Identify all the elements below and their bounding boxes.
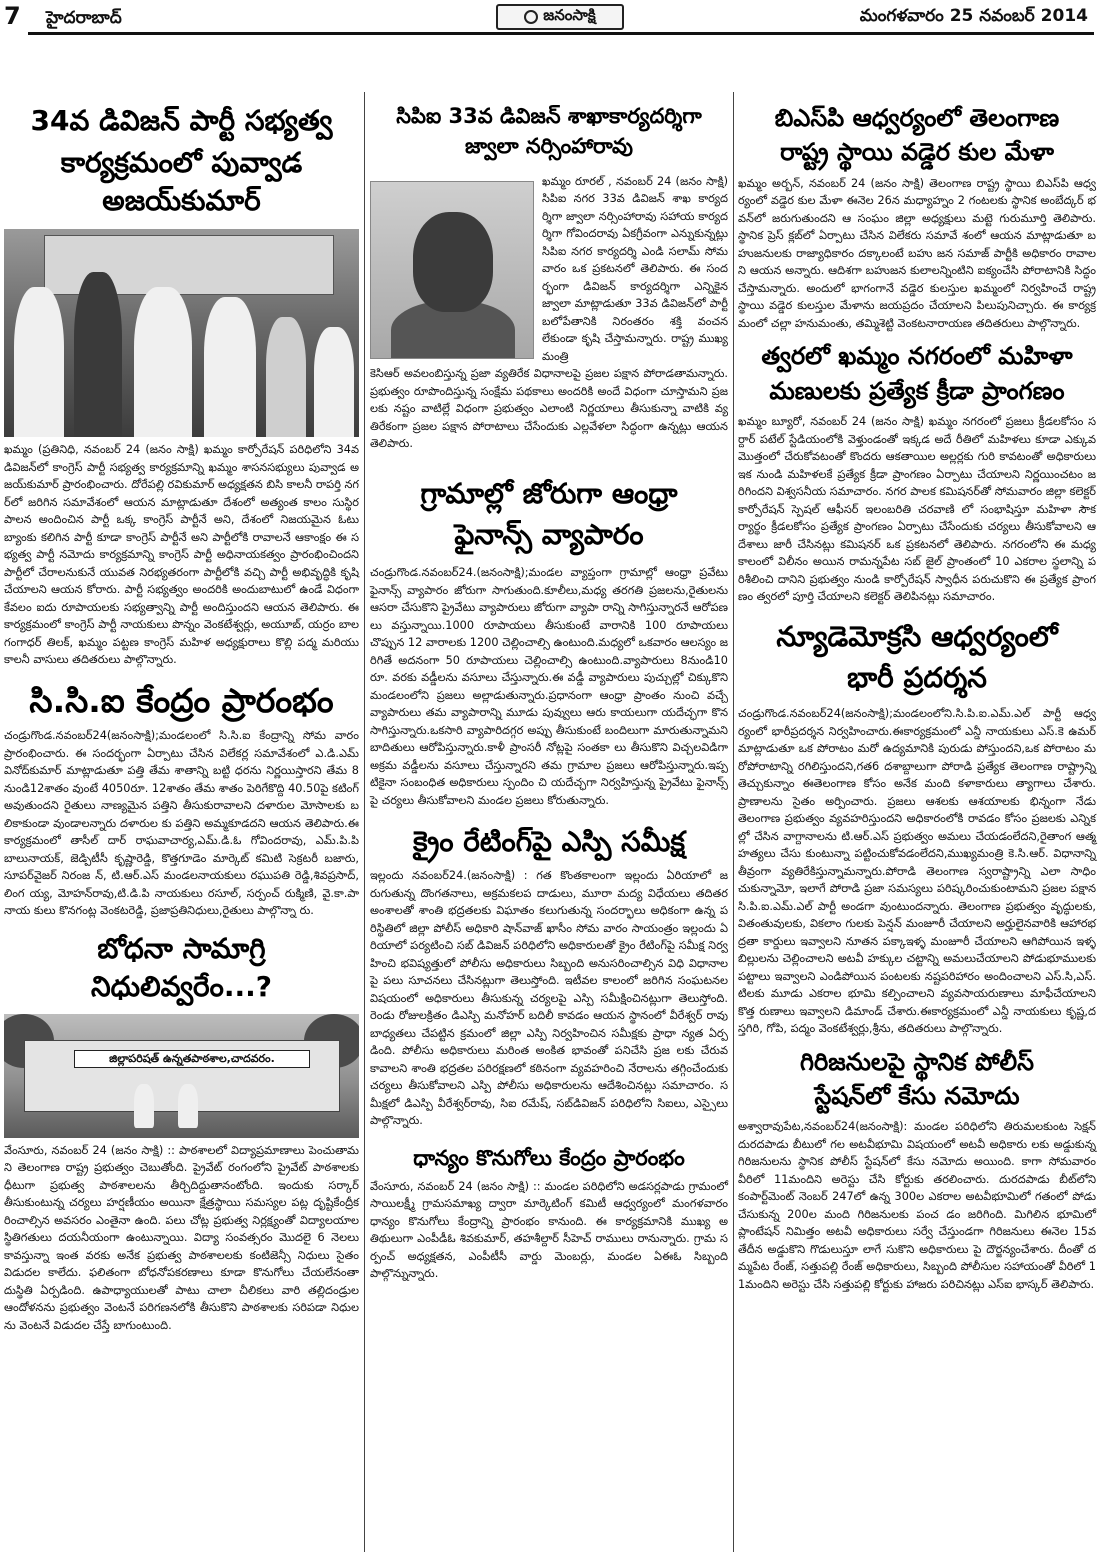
article-newdemocracy-rally [738, 618, 1096, 1038]
event-photo [4, 229, 359, 437]
person-figure [134, 287, 192, 437]
article-headline: త్వరలో ఖమ్మం నగరంలో మహిళా [761, 342, 1073, 371]
article-headline: సి.సి.ఐ కేంద్రం ప్రారంభం [29, 680, 334, 720]
article-headline: రాష్ట్ర స్థాయి వడ్డెర కుల మేళా [780, 138, 1054, 167]
right-column [738, 92, 1096, 1556]
issue-date: మంగళవారం 25 నవంబర్ 2014 [859, 6, 1088, 26]
article-headline: సిపిఐ 33వ డివిజన్ శాఖాకార్యదర్శిగా [396, 104, 702, 128]
logo-text: జనంసాక్షి [543, 6, 596, 24]
school-signboard: జిల్లాపరిషత్ ఉన్నతపాఠశాల,చాదవరం. [74, 1050, 310, 1068]
article-headline: మణులకు ప్రత్యేక క్రీడా ప్రాంగణం [769, 376, 1065, 405]
article-body: ఖమ్మం అర్బన్, నవంబర్ 24 (జనం సాక్షి) తెలంగాణ రాష్ట్ర స్థాయి బిఎస్‌పి ఆధ్వర్యంలో వడ్డెర కుల మేళా ఈనెల 26న మధ్యాహ్నం 2 గంటలకు స్థానిక అంబేద్కర్ భవన్‌లో జరుగుతుందని ఆ సంఘం జిల్లా అధ్యక్షులు మట్టె గురుమూర్తి తెలిపారు. స్థానిక ప్రెస్ క్లబ్‌లో ఏర్పాటు చేసిన విలేకరు సమావే శంలో ఆయన మాట్లాడుతూ బహుజనులకు రాజ్యాధికారం దక్కాలంటే బహు జన సమాజ్ పార్టీకి అధికారం రావాలని ఆయన అన్నారు. ఆదిశగా బహుజన కులాలన్నింటిని ఐక్యంచేసి పోరాటానికి సిద్ధం చేస్తామన్నారు. అందులో భాగంగానే వడ్డెర కులస్తుల ఖమ్మంలో నిర్వహించే రాష్ట్రస్థాయి వడ్డెర కులస్తుల మేళాను జయప్రదం చేయాలని పిలుపునిచ్చారు. ఈ కార్యక్రమంలో చల్లా హనుమంతు, తమ్మిశెట్టి వెంకటనారాయణ తదితరులు పాల్గొన్నారు. [738, 176, 1096, 330]
column-divider [733, 92, 734, 1552]
article-body: ఇల్లందు నవంబర్24.(జనంసాక్షి) : గత కొంతకాలంగా ఇల్లందు ఏరియాలో జరుగుతున్న దొంగతనాలు, అక్రమకలప దాడులు, మూరా మద్య విధేయలు తదితర అంశాలతో శాంతి భద్రతలకు విఘాతం కలుగుతున్న సందర్భాలు అధికంగా ఉన్న పరిస్థితిలో జిల్లా పోలీస్ అధికారి షాన్‌వాజ్ ఖాసీం సోమ వారం సాయంత్రం ఇల్లందు ఏరియాలో పర్యటించి సబ్ డివిజన్ పరిధిలోని అధికారులతో క్రైం రేటింగ్‌పై సమీక్ష నిర్వహించి భవిష్యత్తులో పోలీసు అధికారులు సిబ్బంది అనుసరించాల్సిన విధి విధానాలపై పలు సూచనలు చేసినట్లుగా తెలుస్తోంది. ఇటీవల కాలంలో జరిగిన సంఘటనల విషయంలో అధికారులు తీసుకున్న చర్యలపై ఎస్పి సమీక్షించినట్లుగా తెలుస్తోంది. రెండు రోజులక్రితం డిఎస్పి మనోహర్ బదిలీ కావడం ఆయన స్థానంలో వీరేశ్వర్ రావు బాధ్యతలు చేపట్టిన క్రమంలో జిల్లా ఎస్పి నిర్వహించిన సమీక్షకు ప్రాధా న్యత ఏర్పడింది. పోలీసు అధికారులు మరింత అంకిత భావంతో పనిచేసి ప్రజ లకు చేరువ కావాలని శాంతి భద్రతల పరిరక్షణలో కఠినంగా వ్యవహరించి నేరాలను తగ్గించేందుకు చర్యలు తీసుకోవాలని ఎస్పి పోలీసు అధికారులను ఆదేశించినట్లు సమాచారం. సమీక్షలో డిఎస్పి వీరేశ్వర్‌రావు, సిఐ రమేష్, సబ్‌డివిజన్ పరిధిలోని సిఐలు, ఎస్సైలు పాల్గొన్నారు. [370, 869, 728, 1128]
article-headline: భారీ ప్రదర్శన [847, 661, 987, 695]
article-headline: స్టేషన్‌లో కేసు నమోదు [814, 1082, 1020, 1111]
article-body: ఖమ్మం రూరల్ , నవంబర్ 24 (జనం సాక్షి) సిపిఐ నగర 33వ డివిజన్ శాఖ కార్యదర్శిగా జ్వాలా నర్సింహారావు సహాయ కార్యదర్శిగా గోవిందరావు ఏకగ్రీవంగా ఎన్నుకున్నట్లు సిపిఐ నగర కార్యదర్శి ఎండి సలామ్ సోమవారం ఒక ప్రకటనలో తెలిపారు. ఈ సందర్భంగా డివిజన్ కార్యదర్శిగా ఎన్నికైన జ్వాలా మాట్లాడుతూ 33వ డివిజన్‌లో పార్టీ బలోపేతానికి నిరంతరం శక్తి వంచన లేకుండా కృషి చేస్తామన్నారు. రాష్ట్ర ముఖ్యమంత్రి [542, 174, 728, 363]
article-women-sports [738, 340, 1096, 605]
article-headline: క్రైం రేటింగ్‌పై ఎస్పి సమీక్ష [412, 825, 686, 859]
article-body: చండ్రుగొండ.నవంబర్24(జనంసాక్షి);మండలంలోని.సి.పి.ఐ.ఎమ్.ఎల్ పార్టీ ఆధ్వర్యంలో భారీప్రదర్శన నిర్వహించారు.ఈకార్యక్రమంలో ఎన్డీ నాయకులు ఎస్.కె ఉమర్ మాట్లాడుతూ ఒక పోరాటం మరో ఉద్యమానికి పురుడు పోస్తుందని,ఒక పోరాటం మరోపోరాటాన్ని రగిలిస్తుందని,గత6 దశాబ్దాలుగా పోరాడి ప్రత్యేక తెలంగాణ రాష్ట్రాన్ని తెచ్చుకున్నాం ఈతెలంగాణ కోసం అనేక మంది కళాకారులు త్యాగాలు చేశారు.ప్రాణాలను సైతం అర్పించారు. ప్రజలు ఆశలకు ఆశయాలకు భిన్నంగా నేడు తెలంగాణ ప్రభుత్వం వ్యవహరిస్తుందని అధికారంలోకి రావడం కోసం ప్రజలకు ఎన్నికల్లో చేసిన వాగ్దానాలను టి.ఆర్.ఎస్ ప్రభుత్వం అమలు చేయడంలేదని,రైతాంగ ఆత్మహత్యలు చేసు కుంటున్నా పట్టించుకోవడంలేదని,ముఖ్యమంత్రి కె.సి.ఆర్. విధానాన్ని తీవ్రంగా వ్యతిరేకిస్తున్నామన్నారు.పోరాడి తెలంగాణ స్వరాష్ట్రాన్ని ఎలా సాధిం చుకున్నామో, ఇలాగే పోరాడి ప్రజా సమస్యలు పరిష్కరించుకుంటామని ప్రజల పక్షాన సి.పి.ఐ.ఎమ్.ఎల్ పార్టీ అండగా వుంటుందన్నారు. తెలంగాణ ప్రభుత్వం వృద్ధులకు, వితంతువులకు, వికలాం గులకు పెన్షన్ మంజూరీ చేయాలని అర్హులైనవారికి ఆహారభద్రతా కార్డులు ఇవ్వాలని నూతన పక్కాఇళ్ళ మంజూరీ చేయాలని ఆగిపోయిన ఇళ్ళబిల్లులను చెల్లించాలని అటవీ హక్కుల చట్టాన్ని అమలుచేయాలని పోడుభూములకు పట్టాలు ఇవ్వాలని ఎండిపోయిన పంటలకు నష్టపరిహారం అందించాలని ఎస్.సి,ఎస్.టిలకు మూడు ఎకరాల భూమి కల్పించాలని వ్యవసాయరుణాలు మాఫీచేయాలని కొత్త రుణాలు ఇవ్వాలని డిమాండ్ చేశారు.ఈకార్యక్రమంలో ఎన్డీ నాయకులు కృష్ణ,దస్తగిరి, గోపి, పద్మం వెంకటేశ్వర్లు,శ్రీను, తదితరులు పాల్గొన్నారు. [738, 707, 1096, 1036]
article-andhra-finance [370, 475, 728, 810]
statue-figure [178, 1084, 198, 1128]
statue-figure [134, 1084, 154, 1128]
article-headline: న్యూడెమోక్రసి ఆధ్వర్యంలో [776, 619, 1058, 653]
article-headline: బోధనా సామాగ్రి నిధులివ్వరేం...? [90, 931, 272, 1003]
article-cci-centre [4, 679, 359, 920]
page-number: 7 [4, 2, 21, 30]
article-sp-review [370, 823, 728, 1129]
portrait-face [413, 212, 493, 312]
article-body: కెసిఆర్ అవలంబిస్తున్న ప్రజా వ్యతిరేక విధానాలపై ప్రజల పక్షాన పోరాడతామన్నారు. ప్రభుత్వం రూపొందిస్తున్న సంక్షేమ పథకాలు అందరికి అందే విధంగా చూస్తామని ప్రజలకు నష్టం వాటిల్లే విధంగా ప్రభుత్వం ఎలాంటి నిర్ణయాలు తీసుకున్నా వాటికి వ్యతిరేకంగా ప్రజల పక్షాన పోరాటాలు చేసేందుకు ఎల్లవేళలా సిద్ధంగా ఉన్నట్లు ఆయన తెలిపారు. [370, 367, 728, 451]
article-headline: ధాన్యం కొనుగోలు కేంద్రం ప్రారంభం [413, 1145, 685, 1170]
article-body: ఖమ్మం బ్యూరో, నవంబర్ 24 (జనం సాక్షి) ఖమ్మం నగరంలో ప్రజలు క్రీడలకోసం సర్దార్ పటేల్ స్టేడియంలోకి వెళ్తుండంతో ఇక్కడ అదే రీతిలో మహిళలు కూడా ఎక్కువ మొత్తంలో చేరుకోవటంతో కొందరు ఆకతాయిల అల్లర్లకు గురి కావటంతో అధికారులు ఇక నుండి మహిళలకే ప్రత్యేక క్రీడా ప్రాంగణం ఏర్పాటు చేయాలని నిర్ణయించటం జరిగిందని విశ్వసనీయ సమాచారం. నగర పాలక కమిషనర్‌తో సోమవారం జిల్లా కలెక్టర్ కార్పోరేషన్ స్పెషల్ ఆఫీసర్ ఇలంబరితి చరవాణి లో సంభాషిస్తూ మహిళా సౌకర్యార్థం క్రీడలకోసం ప్రత్యేక ప్రాంగణం ఏర్పాటు చేసేందుకు చర్యలు తీసుకోవాలని ఆదేశాలు జారీ చేసినట్లు కమిషనర్ ఒక ప్రకటనలో తెలిపారు. నగరంలోని ఈ మధ్యకాలంలో విలీనం అయిన రామన్నపేట సబ్ జైల్ ప్రాంతంలో 10 ఎకరాల స్థలాన్ని పరిశీలించి దానిని ప్రభుత్వం నుండి కార్పోరేషన్ స్వాధీన పరుచుకొని ఈ ప్రత్యేక ప్రాంగణం త్వరలో పూర్తి చేయాలని కలెక్టర్ తెలిపినట్లు సమాచారం. [738, 415, 1096, 604]
article-body: చండ్రుగొండ.నవంబర్24(జనంసాక్షి);మండలంలో సి.సి.ఐ కేంద్రాన్ని సోమ వారం ప్రారంభించారు. ఈ సందర్భంగా ఏర్పాటు చేసిన విలేకర్ల సమావేశంలో ఎ.డి.ఎమ్ వినోద్‌కుమార్ మాట్లాడుతూ పత్తి తేమ శాతాన్ని బట్టి ధరను నిర్ణయిస్తారని తేమ 8నుండి12శాతం వుంటే 4050రూ. 12శాతం తేమ శాతం పెరిగేకొద్ది 40.50పై కటింగ్ అవుతుందని రైతులు నాణ్యమైన పత్తిని తీసుకురావాలని దళారుల మోసాలకు బలికాకుండా వుండాలన్నారు దళారుల కు పత్తిని అమ్మకూడదని ఆయన తెలిపారు.ఈకార్యక్రమంలో తాసీల్ దార్ రాఘవాచార్య,ఎమ్.డి.ఓ గోవిందరావు, ఎమ్.పి.పి బాలునాయక్, జెడ్పిటీసీ కృష్ణారెడ్డి, కొత్తగూడెం మార్కెట్ కమిటి సెక్రటరీ బజారు, సూపర్‌వైజర్ నిరంజ న్, టి.ఆర్.ఎస్ మండలనాయకులు రఘుపతి రెడ్డి,శివప్రసాద్, లింగ య్య, మోహన్‌రావు,టి.డి.పి నాయకులు రసూల్, సర్పంచ్ రుక్మిణి, వై.కా.పా నాయ కులు కొనగంట్ల వెంకటరెడ్డి, ప్రజాప్రతినిధులు,రైతులు పాల్గొన్నా రు. [4, 729, 359, 918]
article-ajaykumar [4, 102, 359, 669]
article-headline: ఫైనాన్స్ వ్యాపారం [454, 518, 644, 552]
person-figure [74, 272, 122, 437]
person-figure [266, 317, 306, 437]
article-headline: 34వ డివిజన్ పార్టీ సభ్యత్వ [30, 104, 333, 137]
left-column [4, 92, 359, 1556]
article-body: అశ్వారావుపేట,నవంబర్24(జనంసాక్షి): మండల పరిధిలోని తిరుమలకుంట సెక్షన్ దురదపాడు బీటులో గల అటవీభూమి విషయంలో అటవీ అధికారు లకు అడ్డుకున్న గిరిజనులను స్థానిక పోలీస్ స్టేషన్‌లో కేసు నమోదు అయింది. కాగా సోమవారం వీరిలో 11మందిని అరెస్టు చేసి కోర్టుకు తరలించారు. దురదపాడు బీట్‌లోని కంపార్ట్‌మెంట్ నెంబర్ 247లో ఉన్న 300ల ఎకరాల అటవీభూమిలో గతంలో పోడు చేసుకున్న 200ల మంది గిరిజనులకు పంచ డం జరిగింది. మిగిలిన భూమిలో ప్లాంటేషన్ నిమిత్తం అటవీ అధికారులు సర్వే చేస్తుండగా గిరిజనులు ఈనెల 15వ తేదీన అడ్డుకొని గొడులుస్తూ లాగే సుకొని అధికారులు పై దౌర్జన్యంచేశారు. దీంతో దమ్మపేట రేంజ్, సత్తుపల్లి రేంజ్ అధికారులు, సిబ్బంది పోలీసుల సహాయంతో వీరిలో 11మందిని అరెస్టు చేసి సత్తుపల్లి కోర్టుకు హాజరు పరిచినట్లు ఎస్ఐ భాస్కర్ తెలిపారు. [738, 1120, 1096, 1291]
article-headline: జ్వాలా నర్సింహారావు [464, 134, 633, 159]
middle-column [370, 92, 728, 1556]
article-body: వేంసూరు, నవంబర్ 24 (జనం సాక్షి) :: పాఠశాలలో విద్యాప్రమాణాలు పెంచుతామని తెలంగాణ రాష్ట్ర ప్రభుత్వం చెబుతోంది. ప్రైవేట్ రంగంలోని ప్రైవేట్ పాఠశాలకు ధీటుగా ప్రభుత్వ పాఠశాలలను తీర్చిదిద్దుతానంటోంది. ఇందుకు సర్కార్ తీసుకుంటున్న చర్యలు హర్షణీయం అయినా క్షేత్రస్థాయి సమస్యల పట్ల దృష్టికేంద్రీకరించాల్సిన అవసరం ఎంతైనా ఉంది. పలు చోట్ల ప్రభుత్వ నిర్లక్ష్యంతో విద్యాలయాల స్థితిగతులు దయనీయంగా ఉంటున్నాయి. విద్యా సంవత్సరం మొదలై 6 నెలలు కావస్తున్నా ఇంత వరకు అనేక ప్రభుత్వ పాఠశాలలకు కంటిజెన్సీ నిధులు సైతం విడుదల కాలేదు. ఫలితంగా బోధనోపకరణాలు కూడా కొనుగోలు చేయలేనంతా దుస్థితి ఏర్పడింది. ఉపాధ్యాయులతో పాటు చాలా చీలికలు వారి తల్లిదండ్రుల ఆందోళనను ప్రభుత్వం వెంటనే పరిగణనలోకి తీసుకొని పాఠశాలకు సరిపడా నిధులను వెంటనే విడుదల చేస్తే బాగుంటుంది. [4, 1143, 359, 1332]
article-cpi-secretary [370, 102, 728, 453]
person-figure [314, 327, 354, 437]
article-body: వేంసూరు, నవంబర్ 24 (జనం సాక్షి) :: మండల పరిధిలోని అడసర్లపాడు గ్రామంలో సాయిలక్ష్మీ గ్రామసమాఖ్య ద్వారా మార్కెటింగ్ కమిటీ ఆధ్వర్యంలో మంగళవారం ధాన్యం కొనుగోలు కేంద్రాన్ని ప్రారంభం కానుంది. ఈ కార్యక్రమానికి ముఖ్య అతిథులుగా ఎంపీడీఓ శివకుమార్, తహశీల్దార్ సీహెచ్ రాములు రానున్నారు. గ్రామ సర్పంచ్ అధ్యక్షతన, ఎంపీటీసీ వార్డు మెంబర్లు, మండల ఏఈఓ సిబ్బంది పాల్గొన్నున్నారు. [370, 1179, 728, 1281]
article-headline: గ్రామాల్లో జోరుగా ఆంధ్రా [420, 476, 678, 510]
portrait-photo [370, 181, 534, 359]
article-school-funds [4, 930, 359, 1334]
column-divider [364, 92, 365, 1552]
edition-city: హైదరాబాద్ [46, 8, 122, 28]
person-figure [14, 287, 64, 437]
article-headline: గిరిజనులపై స్థానిక పోలీస్ [800, 1047, 1034, 1076]
article-body: ఖమ్మం (ప్రతినిధి, నవంబర్ 24 (జనం సాక్షి) ఖమ్మం కార్పోరేషన్ పరిధిలోని 34వ డివిజన్‌లో కాంగ్రెస్ పార్టీ సభ్యత్వ కార్యక్రమాన్ని ఖమ్మం శాసనసభ్యులు పువ్వాడ అజయ్‌కుమార్ ప్రారంభించారు. దోరేపల్లి రవికుమార్ అధ్యక్షతన బిసి కాలనీ రాపర్తి నగర్‌లో జరిగిన సమావేశంలో ఆయన మాట్లాడుతూ దేశంలో అత్యంత కాలం సుస్థిర పాలన అందించిన పార్టీ ఒక్క కాంగ్రెస్ పార్టీనే అని, దేశంలో నిజయమైన ఓటు బ్యాంకు కలిగిన పార్టీ కూడా కాంగ్రెస్ పార్టీనే అని పార్టీలోకి రావాలనే ఆకాంక్షం ఈ సభ్యత్వ పార్టీ నమోదు కార్యక్రమాన్ని కాంగ్రెస్ పార్టీ అధినాయకత్వం ప్రారంభించిందని పార్టీలో చేరాలనుకునే యువత నిరభ్యతరంగా పార్టీలోకి వచ్చి పార్టీ అభివృద్ధికి కృషి చేయాలని ఆయన కోరారు. పార్టీ సభ్యత్వం అందరికి అందుబాటులో ఉండే విధంగా కేవలం ఐదు రూపాయలకు సభ్యత్వాన్ని పార్టీ అందిస్తుందని ఆయన తెలిపారు. ఈ కార్యక్రమంలో కాంగ్రెస్ పార్టీ నాయకులు పొన్నం వెంకటేశ్వర్లు, అయూబ్, యర్రం బాలగంగాధర్ తిలక్, ఖమ్మం పట్టణ కాంగ్రెస్ మహిళ అధ్యక్షురాలు కొల్లి పద్మ మరియు కాలనీ వాసులు తదితరులు పాల్గొన్నారు. [4, 443, 360, 667]
article-body: చండ్రుగొండ.నవంబర్24.(జనంసాక్షి);మండల వ్యాప్తంగా గ్రామాల్లో ఆంధ్రా ప్రవేటు ఫైనాన్స్ వ్యాపారం జోరుగా సాగుతుంది.కూలీలు,మధ్య తరగతి ప్రజలను,రైతులను ఆసరా చేసుకొని ప్రైవేటు వ్యాపారులు జోరుగా వ్యాపా రాన్ని సాగిస్తున్నారనే ఆరోపణలు వస్తున్నాయి.1000 రూపాయలు తీసుకుంటే వారానికి 100 రూపాయలు చొప్పున 12 వారాలకు 1200 చెల్లించాల్సి ఉంటుంది.మధ్యలో ఒకవారం ఆలస్యం జరిగితే అదనంగా 50 రూపాయలు చెల్లించాల్సి ఉంటుంది.వ్యాపారులు 8నుండి10రూ. వరకు వడ్డీలను వసూలు చేస్తున్నారు.ఈ వడ్డీ వ్యాపారులు పుచ్చుల్లో చిక్కుకొని మండలంలోని ప్రజలు అల్లాడుతున్నారు.ప్రధానంగా ఆంధ్రా ప్రాంతం నుంచి వచ్చే వ్యాపారులు తమ వ్యాపారాన్ని మూడు పువ్వులు ఆరు కాయలుగా యదేచ్ఛగా కొనసాగిస్తున్నారు.ఒకసారి వ్యాపారిదగ్గర అప్పు తీసుకుంటే బందిలుగా మారుతున్నామని బాదితులు ఆరోపిస్తున్నారు.కాళీ ప్రాంసరీ నోట్లపై సంతకా లు తీసుకొని విచ్చలవిడిగా అక్రమ వడ్డీలను వసూలు చేస్తున్నారని తమ గ్రామాల ప్రజలు ఆరోపిస్తున్నారు.ఇప్పటికైనా సంబంధిత అధికారులు స్పందిం చి యదేచ్ఛగా నిర్వహిస్తున్న ప్రైవేటు ఫైనాన్స్ పై చర్యలు తీసుకోవాలని మండల ప్రజలు కోరుతున్నారు. [370, 566, 728, 807]
header-rule [28, 32, 1094, 35]
article-headline: బిఎస్‌పి ఆధ్వర్యంలో తెలంగాణ [774, 104, 1060, 132]
article-headline: కార్యక్రమంలో పువ్వాడ అజయ్‌కుమార్ [60, 145, 303, 217]
article-bsp-mela [738, 102, 1096, 332]
logo-icon [524, 10, 538, 24]
newspaper-logo [496, 4, 624, 30]
article-tribal-case [738, 1046, 1096, 1294]
article-grain-centre [370, 1144, 728, 1283]
person-figure [204, 297, 256, 437]
school-photo [4, 1014, 359, 1138]
masthead [0, 0, 1100, 92]
